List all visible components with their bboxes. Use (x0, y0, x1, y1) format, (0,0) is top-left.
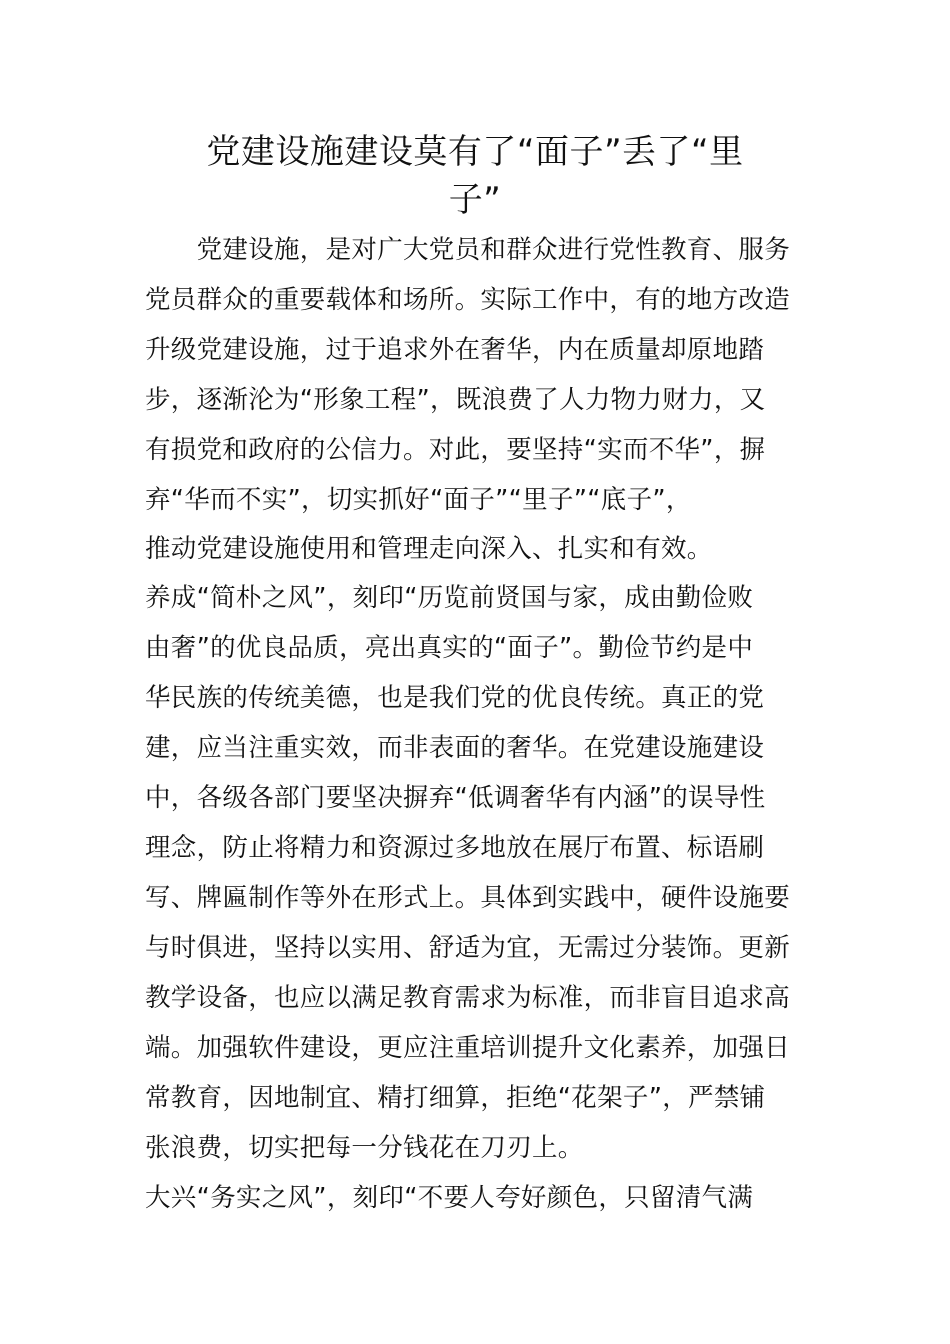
paragraph-line: 写、牌匾制作等外在形式上。具体到实践中，硬件设施要 (145, 883, 791, 913)
paragraph-line: 大兴“务实之风”，刻印“不要人夸好颜色，只留清气满 (145, 1183, 754, 1213)
paragraph-line: 理念，防止将精力和资源过多地放在展厅布置、标语刷 (145, 833, 765, 863)
paragraph-line: 常教育，因地制宜、精打细算，拒绝“花架子”，严禁铺 (145, 1083, 766, 1113)
paragraph-line: 由奢”的优良品质，亮出真实的“面子”。勤俭节约是中 (145, 633, 754, 663)
paragraph-line: 养成“简朴之风”，刻印“历览前贤国与家，成由勤俭败 (145, 583, 754, 613)
paragraph-line: 升级党建设施，过于追求外在奢华，内在质量却原地踏 (145, 335, 765, 365)
paragraph-line: 与时俱进，坚持以实用、舒适为宜，无需过分装饰。更新 (145, 933, 791, 963)
paragraph-line: 建，应当注重实效，而非表面的奢华。在党建设施建设 (145, 733, 765, 763)
paragraph-line: 弃“华而不实”，切实抓好“面子”“里子”“底子”， (145, 485, 692, 515)
paragraph-line: 推动党建设施使用和管理走向深入、扎实和有效。 (145, 534, 713, 564)
document-title (145, 128, 805, 224)
title-line-1: 党建设施建设莫有了“面子”丢了“里 (206, 132, 744, 172)
paragraph-line: 端。加强软件建设，更应注重培训提升文化素养，加强日 (145, 1033, 791, 1063)
paragraph-line: 有损党和政府的公信力。对此，要坚持“实而不华”，摒 (145, 435, 766, 465)
title-line-2: 子” (448, 180, 502, 220)
paragraph-line: 党员群众的重要载体和场所。实际工作中，有的地方改造 (145, 285, 791, 315)
paragraph-line: 教学设备，也应以满足教育需求为标准，而非盲目追求高 (145, 983, 791, 1013)
paragraph-line: 中，各级各部门要坚决摒弃“低调奢华有内涵”的误导性 (145, 783, 766, 813)
paragraph-line: 张浪费，切实把每一分钱花在刀刃上。 (145, 1133, 584, 1163)
paragraph-line: 党建设施，是对广大党员和群众进行党性教育、服务 (145, 235, 791, 265)
paragraph-line: 华民族的传统美德，也是我们党的优良传统。真正的党 (145, 683, 765, 713)
paragraph-line: 步，逐渐沦为“形象工程”，既浪费了人力物力财力，又 (145, 385, 766, 415)
